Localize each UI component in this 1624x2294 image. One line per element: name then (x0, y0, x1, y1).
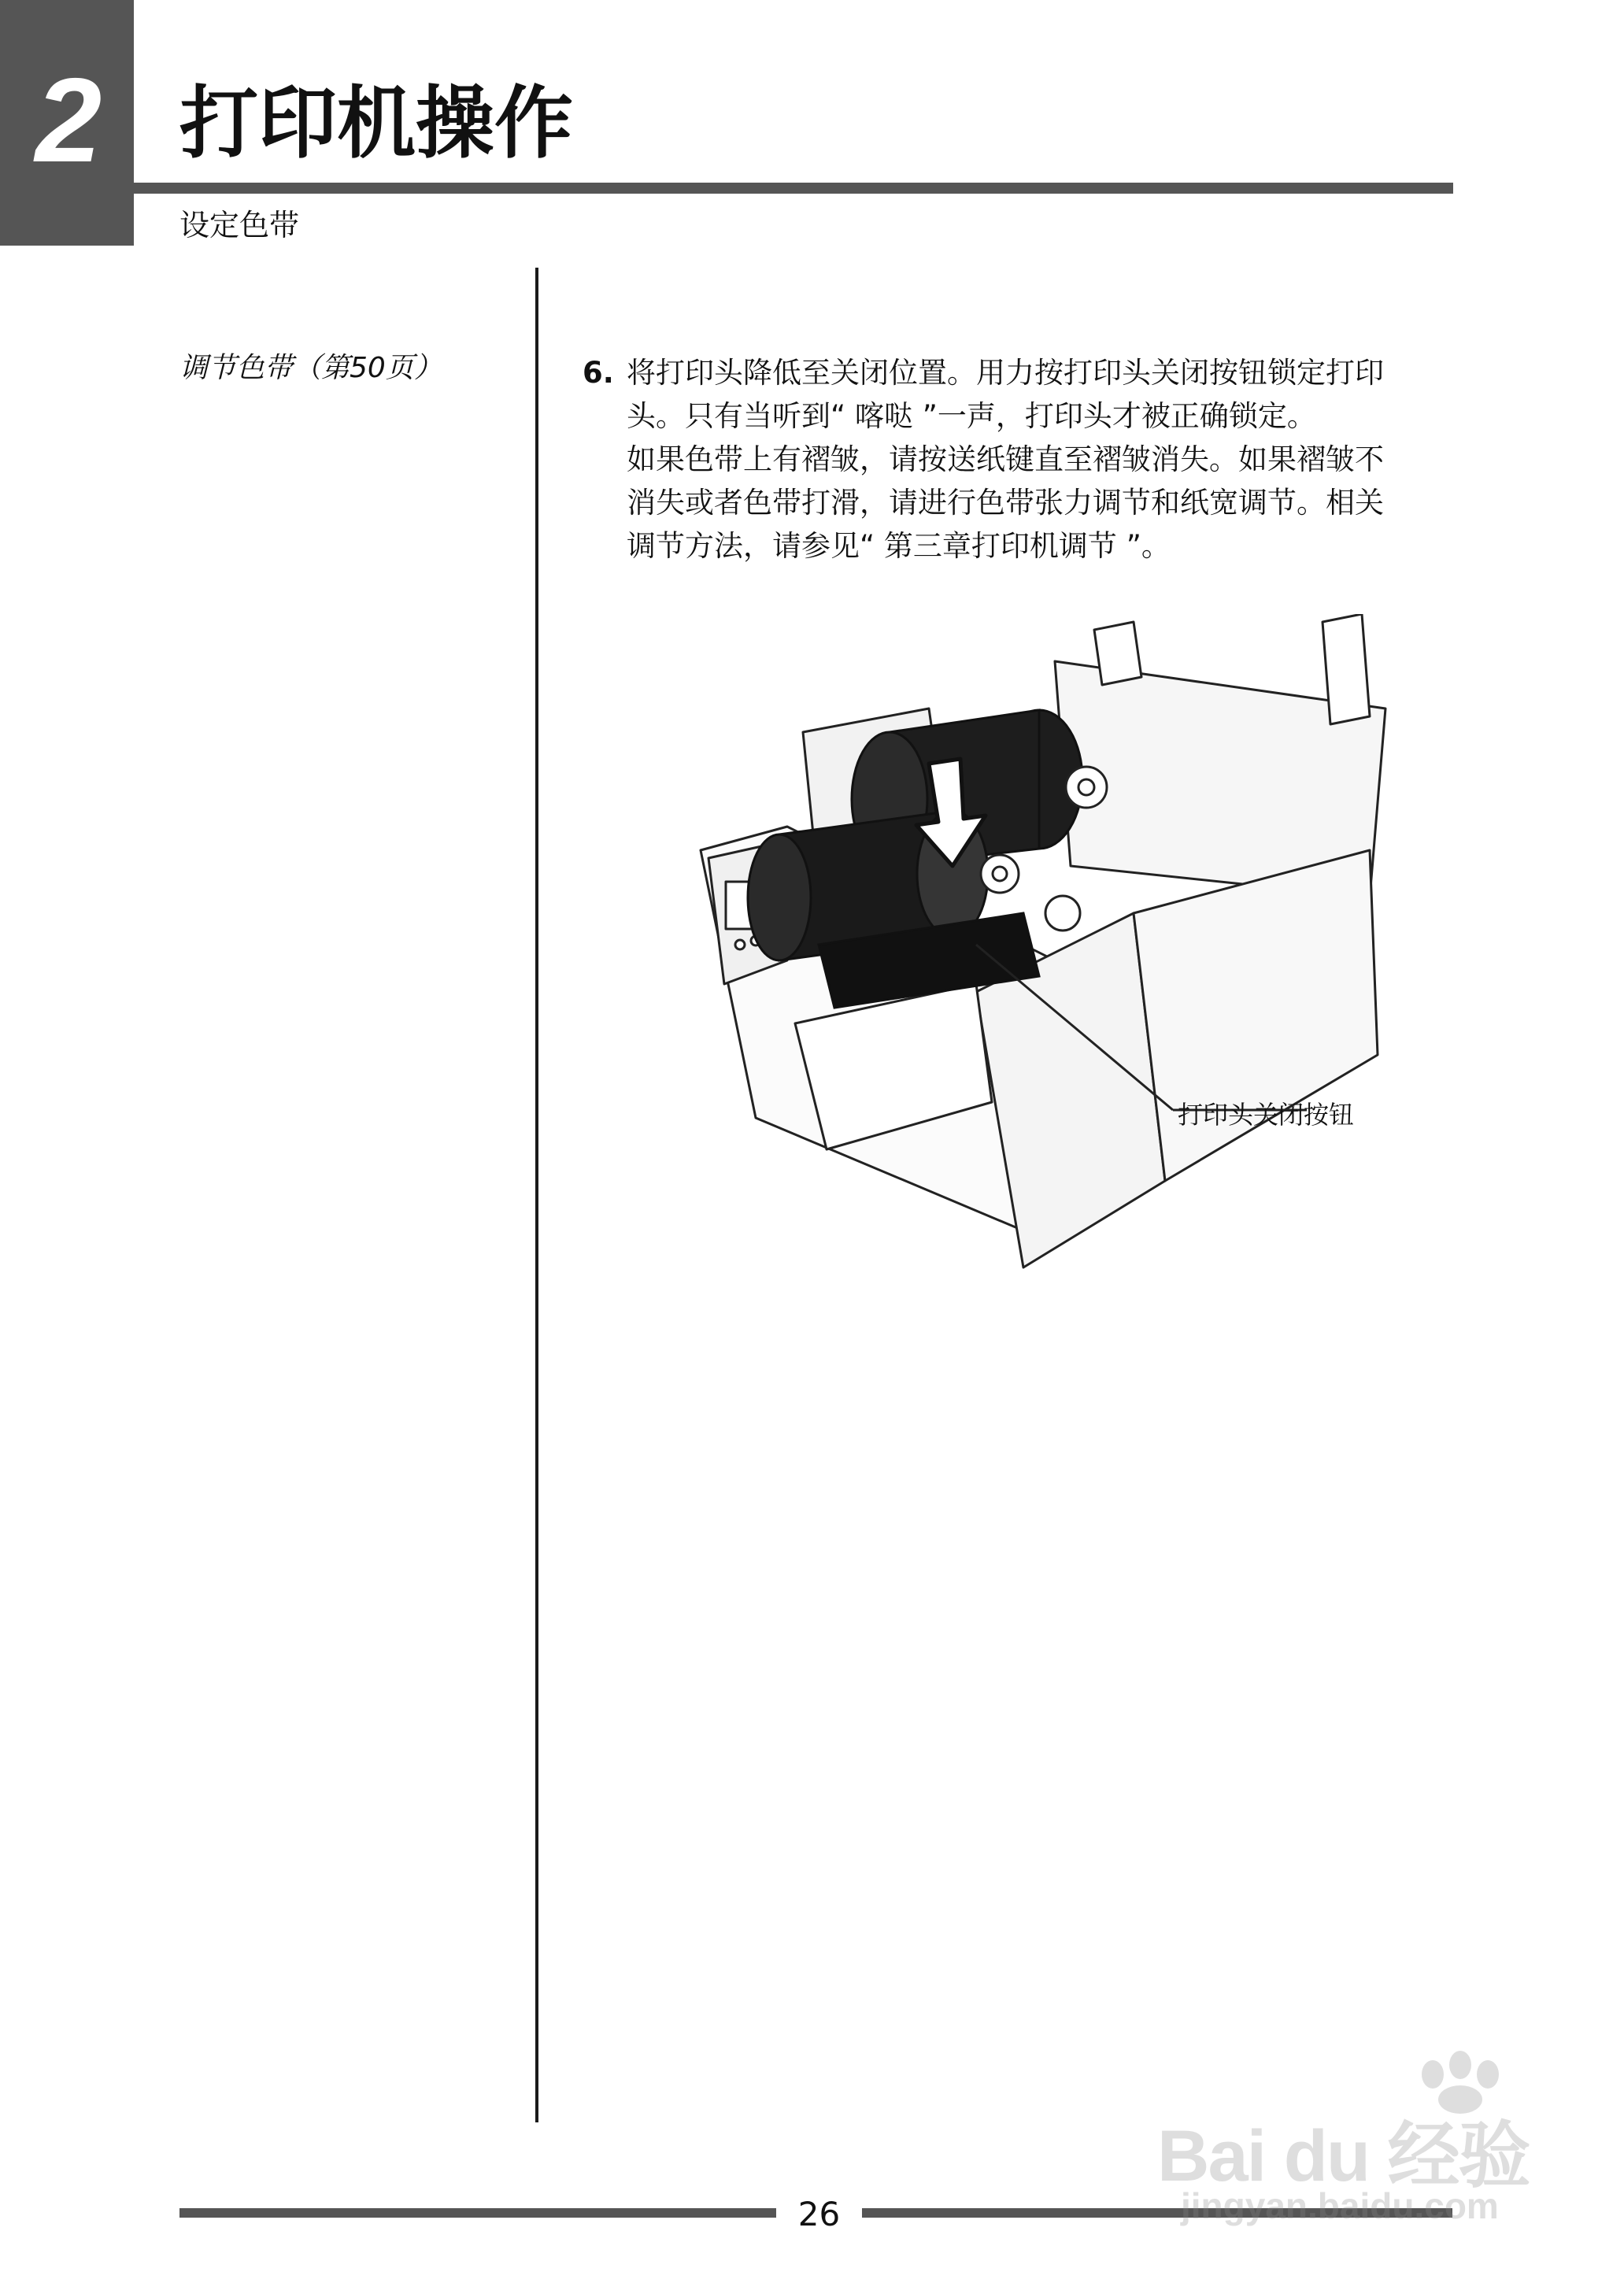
watermark-brand: Bai du 经验 (1157, 2116, 1530, 2196)
step-body (627, 351, 1464, 568)
step-line: 将打印头降低至关闭位置。用力按打印头关闭按钮锁定打印 (627, 356, 1384, 390)
chapter-title: 打印机操作 (179, 77, 573, 169)
chapter-number: 2 (35, 54, 102, 187)
side-note-reference: 调节色带（第50页） (179, 352, 442, 384)
step-line: 消失或者色带打滑，请进行色带张力调节和纸宽调节。相关 (627, 486, 1384, 520)
watermark-url: jingyan.baidu.com (1181, 2185, 1499, 2226)
step-line: 如果色带上有褶皱，请按送纸键直至褶皱消失。如果褶皱不 (627, 442, 1384, 476)
step-number: 6. (583, 356, 614, 390)
chapter-number-box (0, 0, 134, 246)
baidu-watermark (1149, 2051, 1559, 2240)
callout-label: 打印头关闭按钮 (1178, 1100, 1355, 1130)
column-divider (535, 268, 538, 2122)
page-number: 26 (797, 2195, 841, 2233)
step-line: 头。只有当听到“ 喀哒 ”一声，打印头才被正确锁定。 (627, 399, 1316, 433)
header-rule (134, 183, 1453, 194)
printer-illustration (693, 614, 1401, 1275)
section-name: 设定色带 (179, 208, 300, 242)
step-line: 调节方法，请参见“ 第三章打印机调节 ”。 (627, 529, 1171, 563)
footer-rule-left (179, 2208, 776, 2218)
step-6 (583, 351, 1464, 568)
printer-drawing (693, 614, 1401, 1275)
